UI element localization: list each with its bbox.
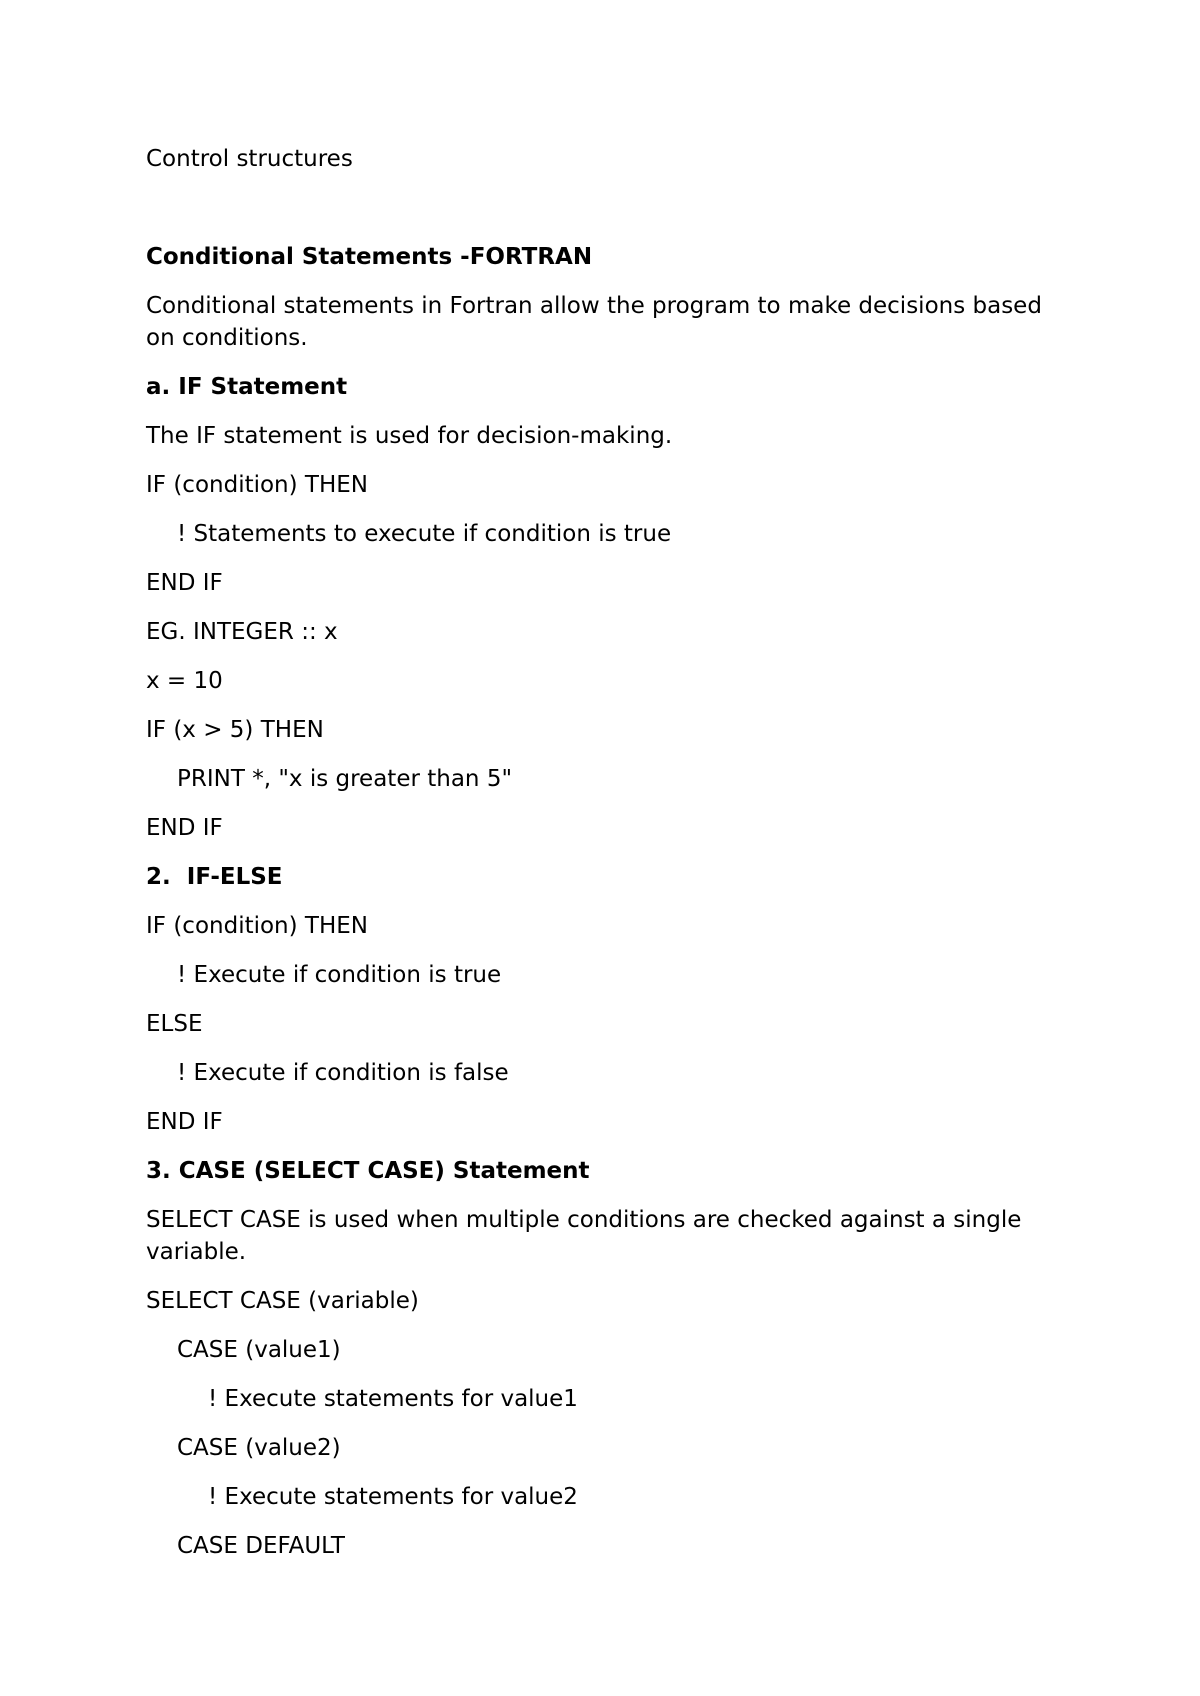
code-line: ! Execute statements for value1 [208,1386,578,1412]
select-case-heading: 3. CASE (SELECT CASE) Statement [146,1158,590,1184]
code-line: ! Execute statements for value2 [208,1484,578,1510]
if-statement-heading: a. IF Statement [146,374,348,400]
code-line: ELSE [146,1011,203,1037]
code-line: CASE (value1) [177,1337,341,1363]
code-line: SELECT CASE (variable) [146,1288,419,1314]
code-line: x = 10 [146,668,223,694]
intro-paragraph: Conditional statements in Fortran allow the program to make decisions based on conditions. [146,293,1050,351]
code-line: IF (condition) THEN [146,913,369,939]
select-case-description: SELECT CASE is used when multiple conditions are checked against a single variable. [146,1207,1029,1265]
document-title: Control structures [146,146,353,172]
document-body [146,143,1050,1579]
code-line: ! Statements to execute if condition is true [177,521,672,547]
code-line: EG. INTEGER :: x [146,619,338,645]
code-line: PRINT *, "x is greater than 5" [177,766,513,792]
section-heading: Conditional Statements -FORTRAN [146,244,593,270]
if-else-heading: 2. IF-ELSE [146,864,283,890]
code-line: END IF [146,815,223,841]
code-line: CASE DEFAULT [177,1533,345,1559]
code-line: IF (x > 5) THEN [146,717,324,743]
code-line: CASE (value2) [177,1435,341,1461]
code-line: ! Execute if condition is true [177,962,502,988]
code-line: IF (condition) THEN [146,472,369,498]
code-line: END IF [146,1109,223,1135]
if-statement-description: The IF statement is used for decision-making. [146,423,673,449]
code-line: END IF [146,570,223,596]
code-line: ! Execute if condition is false [177,1060,509,1086]
